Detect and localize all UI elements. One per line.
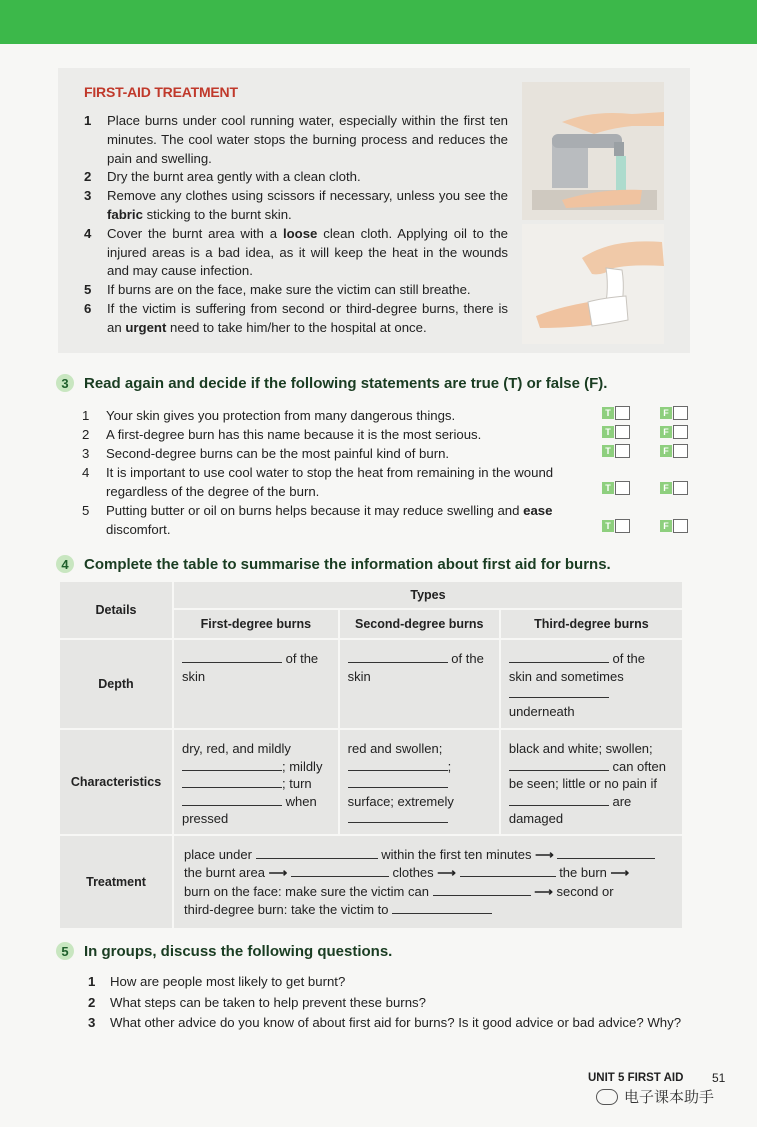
answer-blank[interactable] — [348, 758, 448, 771]
true-false-statements — [82, 406, 562, 539]
false-checkbox[interactable] — [673, 481, 688, 495]
item-text: What other advice do you know of about first aid for burns? Is it good advice or bad advice? Why? — [110, 1015, 682, 1030]
true-false-row — [602, 406, 688, 420]
right-arrow-icon: ⟶ — [610, 865, 630, 881]
vocabulary-word: loose — [282, 225, 318, 241]
cell-text: can often — [612, 758, 666, 774]
list-item — [82, 425, 562, 444]
true-label: T — [602, 520, 614, 532]
watermark-text: 电子课本助手 — [624, 1089, 715, 1106]
false-checkbox[interactable] — [673, 406, 688, 420]
text-segment: Second-degree burns can be the most painful kind of burn. — [106, 446, 450, 461]
text-segment: It is important to use cool water to stop the heat from remaining in the wound regardless of the degree of the burn. — [106, 465, 554, 499]
item-number: 5 — [82, 503, 90, 518]
cell-text: of the — [285, 651, 319, 666]
text-segment: Place burns under cool running water, especially within the first ten minutes. The cool water stops the burning process and reduces the pain and swelling. — [107, 113, 508, 166]
answer-blank[interactable] — [256, 846, 378, 859]
true-false-row — [602, 425, 688, 439]
true-option[interactable] — [602, 406, 630, 420]
true-checkbox[interactable] — [615, 481, 630, 495]
cell-text: dry, red, and mildly — [182, 741, 291, 756]
answer-blank[interactable] — [348, 810, 448, 823]
vocabulary-word: fabric — [107, 206, 143, 222]
cell-text: be seen; little or no pain if — [508, 776, 657, 792]
false-checkbox[interactable] — [673, 444, 688, 458]
column-header-first-degree: First-degree burns — [173, 609, 339, 639]
true-false-row — [602, 519, 688, 533]
true-checkbox[interactable] — [615, 444, 630, 458]
false-option[interactable] — [660, 481, 688, 495]
cell-text: black and white; swollen; — [508, 741, 653, 756]
true-label: T — [602, 426, 614, 438]
vocabulary-word: ease — [523, 503, 553, 518]
item-number: 3 — [84, 188, 92, 204]
item-text: How are people most likely to get burnt? — [110, 974, 346, 989]
item-text — [106, 501, 562, 539]
true-label: T — [602, 407, 614, 419]
row-label-treatment: Treatment — [59, 835, 173, 929]
cell-text: the burnt area — [184, 865, 265, 881]
answer-blank[interactable] — [509, 793, 609, 806]
cell-text: third-degree burn: take the victim to — [184, 902, 389, 918]
item-text — [107, 300, 508, 338]
item-text — [107, 187, 508, 225]
bandaged-arm-photo — [522, 224, 664, 344]
cell-text: second or — [556, 883, 614, 899]
false-checkbox[interactable] — [673, 519, 688, 533]
depth-third-degree-cell — [500, 639, 683, 729]
false-label: F — [660, 520, 672, 532]
treatment-cell — [173, 835, 683, 929]
item-number: 1 — [82, 408, 90, 423]
item-text — [106, 444, 449, 463]
cell-text: skin — [182, 668, 206, 684]
row-label-depth: Depth — [59, 639, 173, 729]
item-text — [106, 406, 455, 425]
cell-text: ; turn — [282, 776, 312, 792]
item-number: 6 — [84, 300, 92, 316]
item-text — [107, 225, 508, 281]
answer-blank[interactable] — [392, 901, 492, 914]
text-segment: sticking to the burnt skin. — [142, 206, 292, 222]
list-item — [84, 168, 508, 187]
list-item — [84, 225, 508, 281]
item-text — [106, 425, 481, 444]
answer-blank[interactable] — [509, 650, 609, 663]
answer-blank[interactable] — [557, 846, 655, 859]
true-label: T — [602, 445, 614, 457]
list-item — [88, 1013, 681, 1034]
answer-blank[interactable] — [348, 775, 448, 788]
answer-blank[interactable] — [182, 650, 282, 663]
top-color-bar — [0, 0, 757, 44]
text-segment: Putting butter or oil on burns helps because it may reduce swelling and — [106, 503, 524, 518]
cell-text: skin and sometimes — [508, 668, 624, 684]
question-5-text: In groups, discuss the following questions. — [84, 942, 393, 960]
cell-text: ; — [447, 758, 452, 774]
first-aid-title: FIRST-AID TREATMENT — [84, 84, 238, 100]
true-checkbox[interactable] — [615, 519, 630, 533]
false-option[interactable] — [660, 425, 688, 439]
cell-text: within the first ten minutes — [381, 847, 532, 862]
cell-text: red and swollen; — [347, 741, 443, 756]
item-number: 2 — [88, 994, 96, 1010]
right-arrow-icon: ⟶ — [268, 865, 288, 881]
text-segment: clean cloth. Applying oil to the injured areas is a bad idea, as it will keep the heat in the wounds and may cause infection. — [107, 225, 508, 279]
text-segment: need to take him/her to the hospital at once. — [166, 319, 427, 335]
text-segment: Cover the burnt area with a — [107, 225, 283, 241]
list-item — [88, 993, 681, 1014]
watermark — [596, 1086, 714, 1107]
answer-blank[interactable] — [460, 864, 556, 877]
cell-text: ; mildly — [282, 758, 323, 774]
list-item — [82, 501, 562, 539]
characteristics-second-degree-cell — [339, 729, 500, 835]
cell-text: of the — [612, 651, 645, 666]
cell-text: damaged — [508, 811, 564, 827]
answer-blank[interactable] — [291, 864, 389, 877]
true-option[interactable] — [602, 481, 630, 495]
item-text — [107, 281, 508, 300]
item-number: 2 — [84, 169, 92, 185]
page-number: 51 — [712, 1071, 726, 1085]
item-number: 1 — [88, 974, 96, 989]
item-number: 3 — [82, 446, 90, 461]
list-item — [84, 281, 508, 300]
true-option[interactable] — [602, 425, 630, 439]
cell-text: of the — [451, 651, 484, 666]
row-label-characteristics: Characteristics — [59, 729, 173, 835]
false-checkbox[interactable] — [673, 425, 688, 439]
types-header: Types — [173, 581, 683, 609]
hand-under-tap-photo — [522, 82, 664, 220]
question-4-heading — [56, 555, 611, 573]
true-option[interactable] — [602, 519, 630, 533]
cell-text: when — [285, 793, 317, 809]
text-segment: Remove any clothes using scissors if necessary, unless you see the — [107, 188, 508, 204]
item-text: What steps can be taken to help prevent these burns? — [110, 994, 426, 1010]
characteristics-first-degree-cell — [173, 729, 339, 835]
item-number: 4 — [82, 465, 90, 480]
answer-blank[interactable] — [182, 758, 282, 771]
list-item — [84, 187, 508, 225]
true-checkbox[interactable] — [615, 425, 630, 439]
item-text — [106, 463, 562, 501]
cell-text: are — [612, 793, 632, 809]
first-aid-steps — [84, 112, 508, 338]
list-item — [82, 444, 562, 463]
text-segment: Your skin gives you protection from many dangerous things. — [106, 408, 456, 423]
characteristics-third-degree-cell — [500, 729, 683, 835]
cell-text: underneath — [508, 703, 575, 719]
false-option[interactable] — [660, 519, 688, 533]
question-3-text: Read again and decide if the following statements are true (T) or false (F). — [84, 374, 608, 392]
vocabulary-word: urgent — [125, 319, 167, 335]
cell-text: surface; extremely — [347, 793, 454, 809]
question-3-number: 3 — [56, 374, 74, 392]
false-label: F — [660, 445, 672, 457]
true-false-row — [602, 444, 688, 458]
item-number: 5 — [84, 282, 92, 298]
answer-blank[interactable] — [182, 793, 282, 806]
answer-blank[interactable] — [182, 775, 282, 788]
item-number: 3 — [88, 1015, 96, 1030]
details-header: Details — [59, 581, 173, 639]
false-option[interactable] — [660, 406, 688, 420]
list-item — [82, 463, 562, 501]
answer-blank[interactable] — [433, 883, 531, 896]
cell-text: clothes — [392, 865, 434, 881]
right-arrow-icon: ⟶ — [535, 847, 554, 862]
cell-text: pressed — [182, 811, 229, 827]
list-item — [82, 406, 562, 425]
false-label: F — [660, 482, 672, 494]
text-segment: discomfort. — [106, 522, 171, 537]
depth-first-degree-cell — [173, 639, 339, 729]
answer-blank[interactable] — [509, 685, 609, 698]
unit-footer: UNIT 5 FIRST AID — [588, 1072, 684, 1084]
true-label: T — [602, 482, 614, 494]
answer-blank[interactable] — [509, 758, 609, 771]
right-arrow-icon: ⟶ — [534, 883, 553, 899]
cell-text: the burn — [559, 865, 607, 881]
cell-text: burn on the face: make sure the victim can — [184, 883, 429, 899]
question-5-heading — [56, 942, 392, 960]
column-header-third-degree: Third-degree burns — [500, 609, 683, 639]
true-false-row — [602, 481, 688, 495]
list-item — [84, 300, 508, 338]
depth-second-degree-cell — [339, 639, 500, 729]
cell-text: place under — [184, 847, 252, 862]
chat-icon — [596, 1089, 618, 1105]
question-4-text: Complete the table to summarise the information about first aid for burns. — [84, 555, 611, 573]
item-text — [107, 112, 508, 168]
answer-blank[interactable] — [348, 650, 448, 663]
right-arrow-icon: ⟶ — [437, 865, 456, 881]
text-segment: If the victim is suffering from second or third-degree burns, there is an — [107, 300, 508, 335]
column-header-second-degree: Second-degree burns — [339, 609, 500, 639]
false-option[interactable] — [660, 444, 688, 458]
false-label: F — [660, 426, 672, 438]
item-text — [107, 168, 508, 187]
text-segment: A first-degree burn has this name because it is the most serious. — [106, 427, 482, 442]
item-number: 4 — [84, 225, 92, 241]
item-number: 2 — [82, 427, 90, 442]
question-3-heading — [56, 374, 607, 392]
text-segment: If burns are on the face, make sure the victim can still breathe. — [107, 282, 471, 298]
question-5-number: 5 — [56, 942, 74, 960]
question-4-number: 4 — [56, 555, 74, 573]
false-label: F — [660, 407, 672, 419]
list-item — [84, 112, 508, 168]
true-option[interactable] — [602, 444, 630, 458]
cell-text: skin — [347, 668, 371, 684]
burns-summary-table — [58, 580, 684, 930]
list-item — [88, 972, 681, 993]
item-number: 1 — [84, 113, 92, 128]
discussion-questions — [88, 972, 681, 1034]
text-segment: Dry the burnt area gently with a clean cloth. — [107, 169, 361, 185]
true-checkbox[interactable] — [615, 406, 630, 420]
